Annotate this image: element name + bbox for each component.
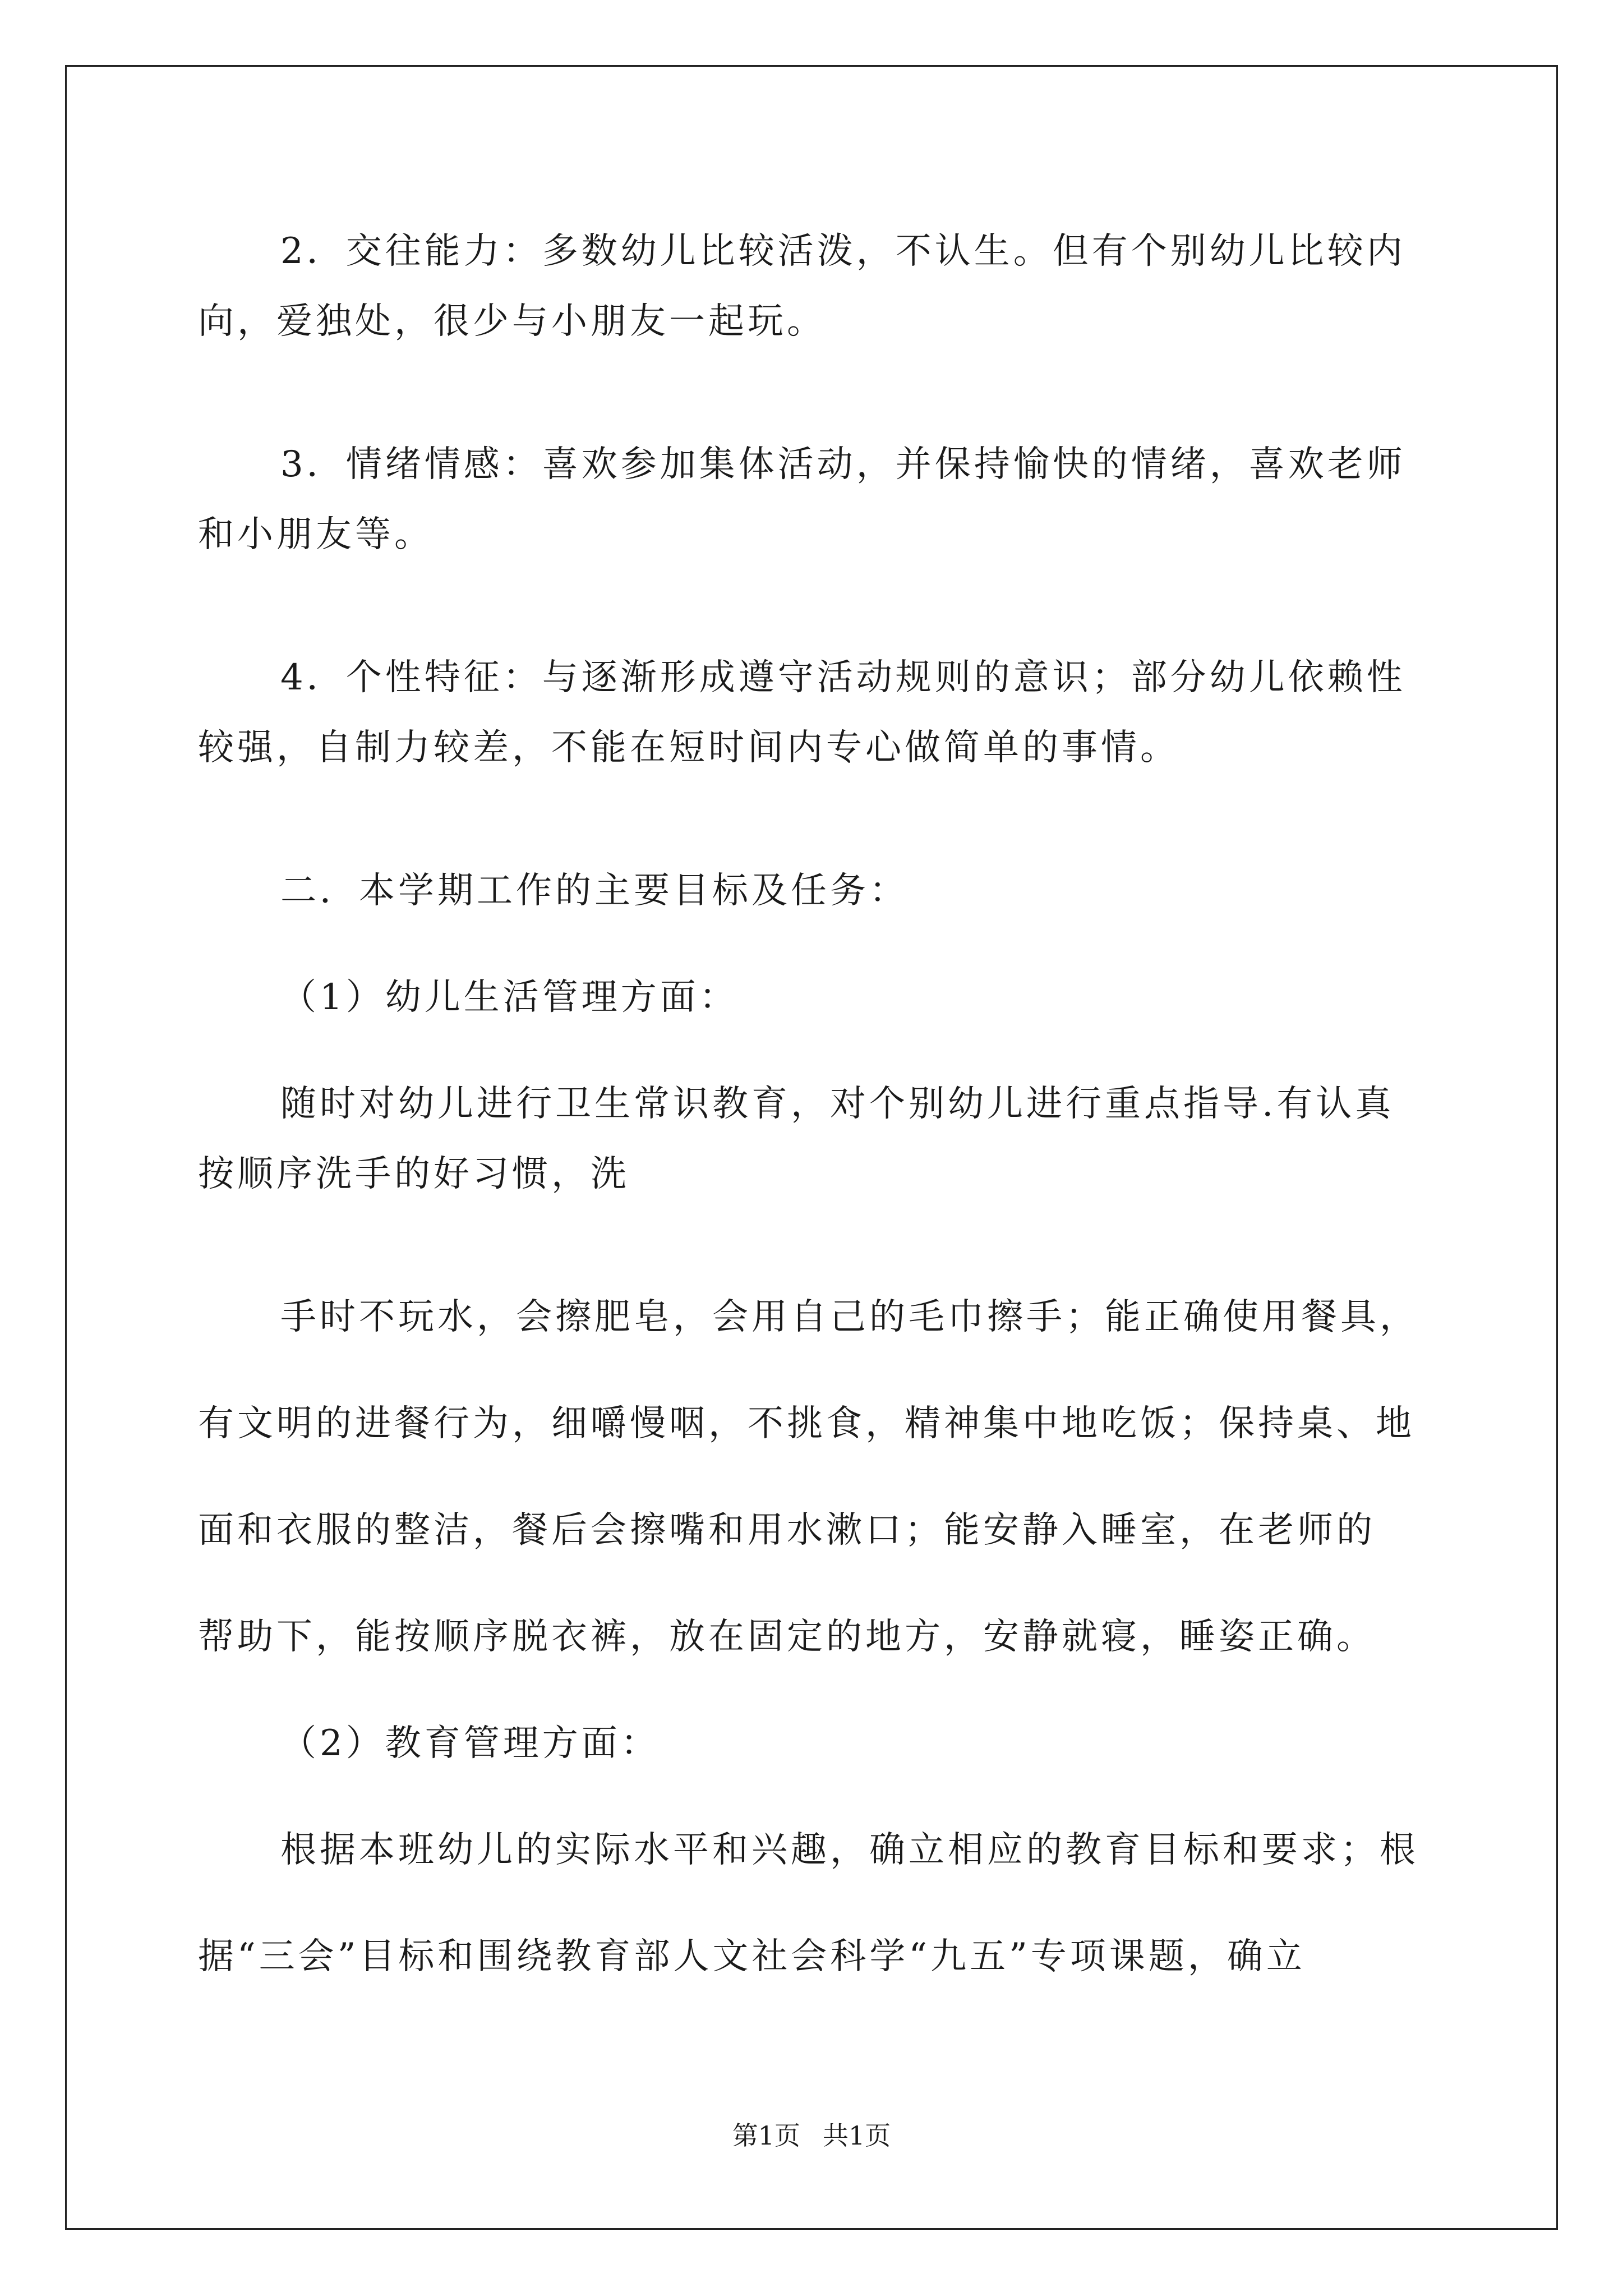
paragraph-line: 4．个性特征：与逐渐形成遵守活动规则的意识；部分幼儿依赖性	[280, 657, 1406, 698]
paragraph-line: 帮助下，能按顺序脱衣裤，放在固定的地方，安静就寝，睡姿正确。	[198, 1616, 1376, 1658]
paragraph-line: 有文明的进餐行为，细嚼慢咽，不挑食，精神集中地吃饭；保持桌、地	[198, 1403, 1415, 1444]
paragraph-line: 和小朋友等。	[198, 514, 434, 555]
page-footer	[0, 2119, 1623, 2152]
paragraph-line: 按顺序洗手的好习惯，洗	[198, 1153, 630, 1195]
paragraph-line: 2．交往能力：多数幼儿比较活泼，不认生。但有个别幼儿比较内	[280, 231, 1406, 272]
section-heading: 二．本学期工作的主要目标及任务：	[280, 870, 909, 912]
paragraph-line: 较强，自制力较差，不能在短时间内专心做简单的事情。	[198, 727, 1179, 769]
page-border	[65, 65, 1558, 2230]
page-total: 共1页	[823, 2120, 891, 2151]
page-number: 第1页	[732, 2120, 800, 2151]
subsection-heading: （2）教育管理方面：	[280, 1723, 660, 1764]
paragraph-line: 据“三会”目标和围绕教育部人文社会科学“九五”专项课题，确立	[198, 1936, 1306, 1977]
paragraph-line: 向，爱独处，很少与小朋友一起玩。	[198, 301, 826, 342]
paragraph-line: 3．情绪情感：喜欢参加集体活动，并保持愉快的情绪，喜欢老师	[280, 444, 1406, 485]
subsection-heading: （1）幼儿生活管理方面：	[280, 977, 739, 1018]
paragraph-line: 面和衣服的整洁，餐后会擦嘴和用水漱口；能安静入睡室，在老师的	[198, 1510, 1376, 1551]
paragraph-line: 手时不玩水，会擦肥皂，会用自己的毛巾擦手；能正确使用餐具，	[280, 1296, 1419, 1338]
paragraph-line: 根据本班幼儿的实际水平和兴趣，确立相应的教育目标和要求；根	[280, 1829, 1419, 1871]
paragraph-line: 随时对幼儿进行卫生常识教育，对个别幼儿进行重点指导.有认真	[280, 1083, 1395, 1125]
